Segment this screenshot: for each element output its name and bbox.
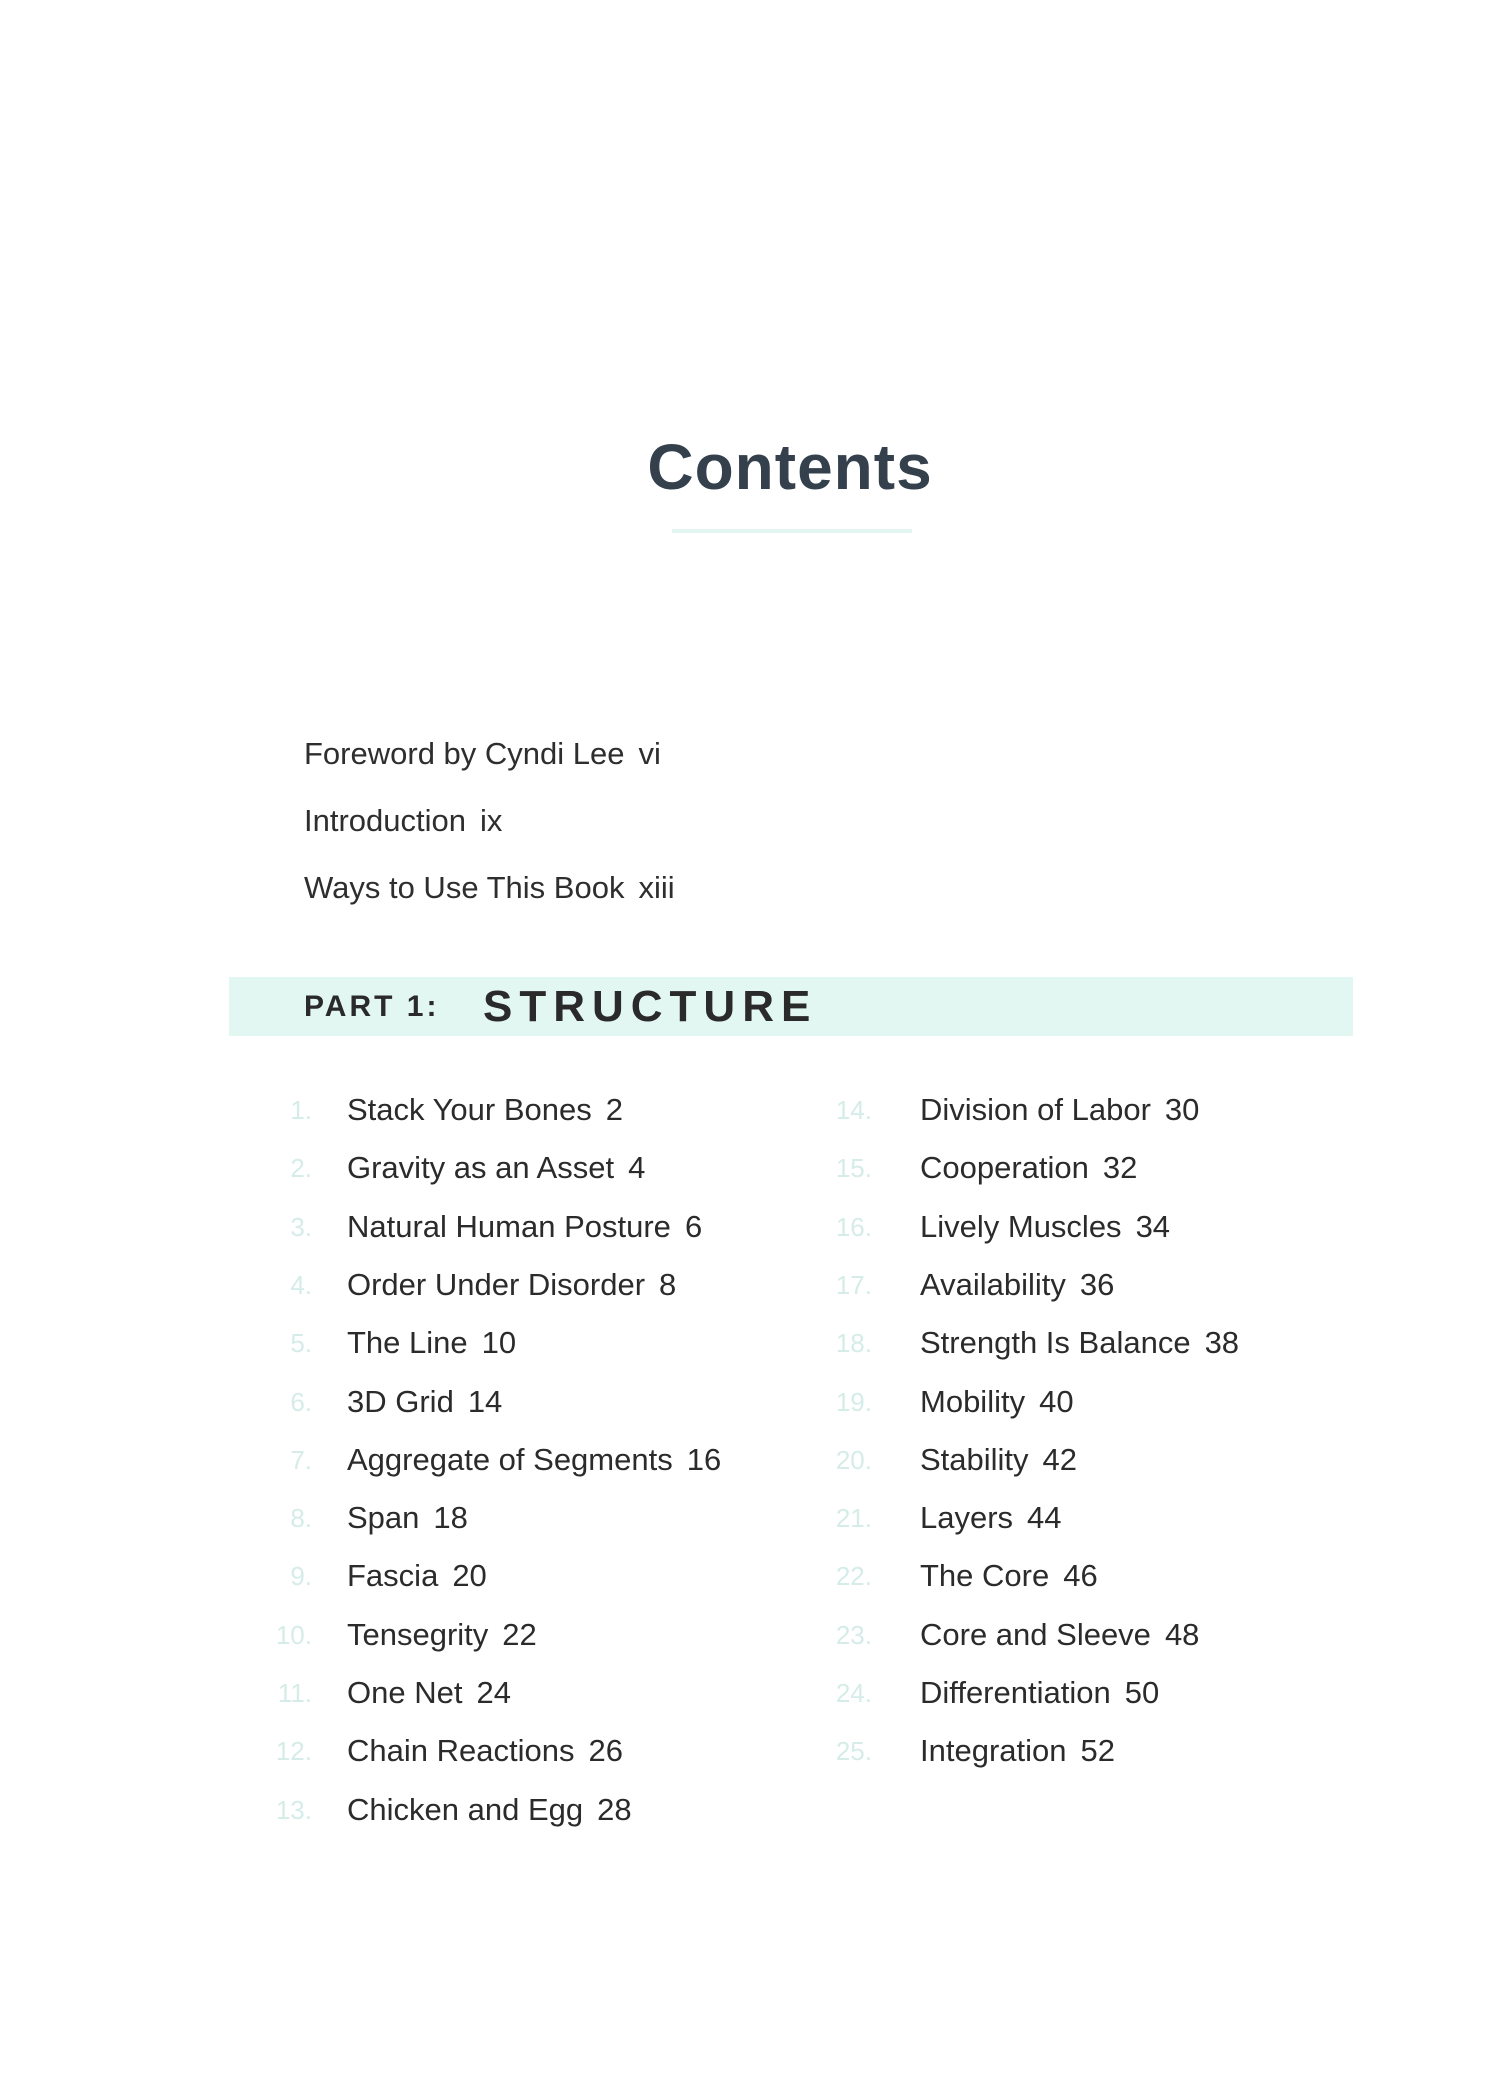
chapter-title: Gravity as an Asset — [347, 1150, 615, 1186]
chapter-number: 23. — [835, 1619, 872, 1650]
chapter-title-line — [347, 1442, 721, 1478]
chapter-number: 12. — [275, 1736, 312, 1767]
page-number: vi — [638, 736, 661, 771]
chapter-number: 6. — [290, 1386, 312, 1417]
chapter-title-line — [920, 1150, 1137, 1186]
page-number: 18 — [433, 1500, 468, 1536]
chapter-title-line — [920, 1500, 1062, 1536]
chapter-title: Integration — [920, 1733, 1067, 1769]
page-number: 26 — [588, 1733, 623, 1769]
chapter-title: Division of Labor — [920, 1092, 1151, 1127]
page-title: Contents — [647, 431, 933, 503]
chapter-number: 3. — [290, 1211, 312, 1242]
page-number: 28 — [597, 1791, 632, 1827]
chapter-title: Natural Human Posture — [347, 1208, 671, 1244]
page-number: 14 — [467, 1383, 503, 1419]
chapter-title-line — [920, 1733, 1115, 1769]
chapter-number: 19. — [835, 1386, 872, 1417]
chapter-number: 16. — [835, 1211, 872, 1242]
entry-title: Ways to Use This Book — [304, 870, 625, 905]
chapter-title-line — [920, 1442, 1077, 1478]
chapter-number: 13. — [275, 1794, 312, 1825]
chapter-title-line — [920, 1675, 1159, 1711]
chapter-title: Differentiation — [920, 1675, 1111, 1710]
chapter-title: 3D Grid — [347, 1383, 454, 1419]
page-number: 20 — [452, 1558, 487, 1594]
chapter-number: 4. — [290, 1269, 312, 1300]
chapter-number: 21. — [835, 1503, 872, 1534]
entry-title: Foreword by Cyndi Lee — [304, 736, 625, 771]
page-number: 10 — [481, 1325, 517, 1361]
chapter-title-line — [920, 1092, 1199, 1128]
chapter-title: Fascia — [347, 1558, 439, 1594]
chapter-title-line — [347, 1150, 645, 1186]
chapter-title: Lively Muscles — [920, 1208, 1122, 1244]
chapter-number: 20. — [835, 1444, 872, 1475]
entry-title: Introduction — [304, 803, 466, 838]
page-number: 38 — [1204, 1325, 1240, 1361]
chapter-title-line — [347, 1092, 623, 1128]
front-matter-item[interactable] — [304, 870, 675, 906]
page-number: 24 — [476, 1675, 511, 1710]
chapter-title: Core and Sleeve — [920, 1616, 1151, 1652]
chapter-title: Cooperation — [920, 1150, 1089, 1186]
chapter-title-line — [347, 1267, 676, 1303]
chapter-number: 10. — [275, 1619, 312, 1650]
chapter-title: Order Under Disorder — [347, 1266, 646, 1302]
chapter-title: Availability — [920, 1266, 1066, 1302]
chapter-number: 18. — [835, 1328, 872, 1359]
chapter-title-line — [347, 1558, 487, 1594]
chapter-title-line — [347, 1384, 502, 1420]
chapter-title-line — [347, 1209, 702, 1245]
front-matter-item[interactable] — [304, 803, 502, 839]
part-name: STRUCTURE — [483, 982, 818, 1031]
page-number: 42 — [1042, 1441, 1078, 1477]
chapter-title-line — [920, 1558, 1098, 1594]
chapter-title: Layers — [920, 1500, 1014, 1536]
page-number: 30 — [1164, 1092, 1200, 1127]
chapter-title-line — [920, 1384, 1074, 1420]
page-number: 34 — [1135, 1208, 1171, 1244]
chapter-title: Chain Reactions — [347, 1733, 575, 1769]
chapter-title-line — [347, 1500, 468, 1536]
chapter-title: The Core — [920, 1558, 1050, 1594]
part-label: PART 1: — [304, 990, 440, 1023]
title-underline — [672, 529, 912, 533]
page-number: 52 — [1080, 1733, 1115, 1769]
chapter-number: 8. — [290, 1503, 312, 1534]
chapter-title: Mobility — [920, 1383, 1026, 1419]
page-number: 44 — [1027, 1500, 1062, 1536]
chapter-title: Span — [347, 1500, 420, 1536]
page-number: 6 — [684, 1208, 703, 1244]
page-number: 48 — [1164, 1616, 1200, 1652]
chapter-title-line — [920, 1325, 1239, 1361]
chapter-title: Stability — [920, 1441, 1029, 1477]
chapter-title: One Net — [347, 1675, 463, 1710]
chapter-title-line — [347, 1792, 632, 1828]
chapter-number: 7. — [290, 1444, 312, 1475]
chapter-number: 15. — [835, 1153, 872, 1184]
page-number: 32 — [1102, 1150, 1138, 1186]
chapter-number: 1. — [290, 1095, 312, 1125]
chapter-title: Stack Your Bones — [347, 1092, 592, 1127]
page-number: 46 — [1063, 1558, 1098, 1594]
chapter-title: Chicken and Egg — [347, 1791, 584, 1827]
chapter-title: Tensegrity — [347, 1616, 489, 1652]
front-matter-item[interactable] — [304, 736, 661, 772]
chapter-title-line — [920, 1209, 1170, 1245]
page-number: 2 — [605, 1092, 623, 1127]
chapter-title-line — [347, 1325, 516, 1361]
chapter-number: 9. — [290, 1561, 312, 1592]
chapter-number: 22. — [835, 1561, 872, 1592]
page-number: 50 — [1124, 1675, 1160, 1710]
page-number: 40 — [1039, 1383, 1074, 1419]
page-number: 22 — [502, 1616, 537, 1652]
chapter-number: 14. — [835, 1095, 872, 1125]
page-number: 16 — [686, 1441, 722, 1477]
chapter-title-line — [347, 1617, 537, 1653]
page-number: 36 — [1079, 1266, 1115, 1302]
chapter-title: Aggregate of Segments — [347, 1441, 673, 1477]
chapter-number: 24. — [835, 1678, 872, 1708]
page-number: 4 — [628, 1150, 646, 1186]
chapter-number: 11. — [277, 1678, 312, 1708]
page-number: 8 — [659, 1266, 677, 1302]
chapter-number: 25. — [835, 1736, 872, 1767]
chapter-title: Strength Is Balance — [920, 1325, 1191, 1361]
chapter-number: 5. — [290, 1328, 312, 1359]
chapter-title-line — [920, 1617, 1199, 1653]
chapter-title-line — [347, 1733, 623, 1769]
chapter-number: 2. — [290, 1153, 312, 1184]
page-number: ix — [480, 803, 503, 838]
page-number: xiii — [638, 870, 675, 905]
chapter-title-line — [347, 1675, 511, 1711]
chapter-title-line — [920, 1267, 1114, 1303]
chapter-title: The Line — [347, 1325, 468, 1361]
chapter-number: 17. — [835, 1269, 872, 1300]
